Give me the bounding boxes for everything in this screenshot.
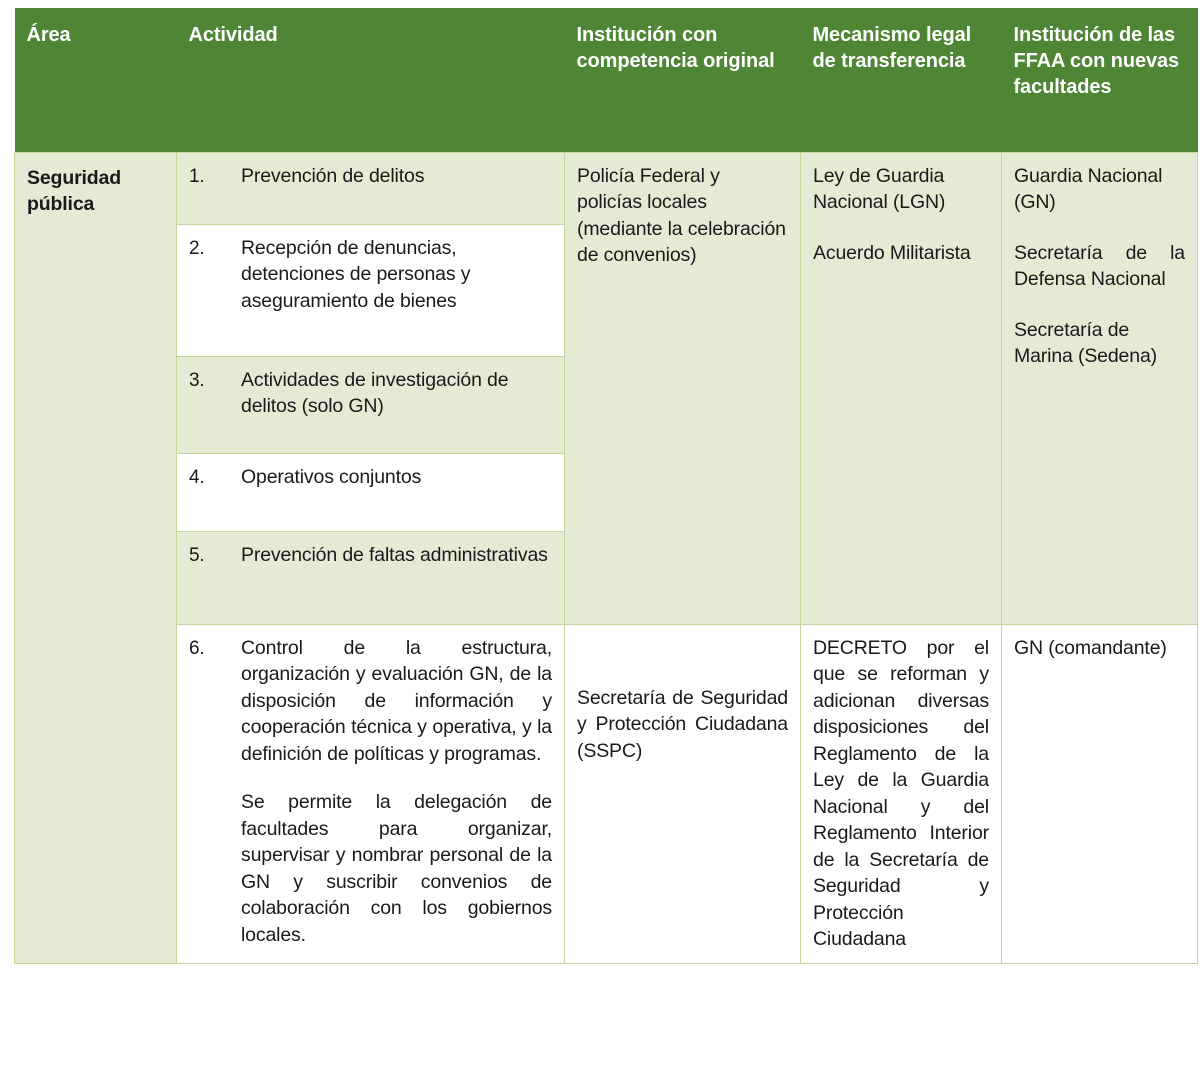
- activity-number: 1.: [189, 165, 205, 187]
- activity-text: Operativos conjuntos: [241, 465, 422, 488]
- activity-cell-4: [177, 453, 565, 531]
- institucion-ffaa-item: Guardia Nacional (GN): [1014, 164, 1163, 214]
- table-row: [15, 152, 1198, 224]
- activity-cell-2: [177, 224, 565, 356]
- activity-paragraph: Se permite la delegación de facultades para organizar, supervisar y nombrar personal de la GN y suscribir convenios de colaboración con los gobiernos locales.: [241, 791, 552, 946]
- institucion-ffaa-item: Secretaría de la Defensa Nacional: [1014, 241, 1185, 291]
- activity-text: Prevención de delitos: [241, 164, 425, 187]
- table-header: [15, 8, 1198, 152]
- table-body: [15, 152, 1198, 963]
- activity-number: 5.: [189, 544, 205, 566]
- mecanismo-legal-cell-1: [801, 152, 1002, 624]
- table-row: [15, 624, 1198, 963]
- column-header-actividad: Actividad: [177, 8, 565, 152]
- mecanismo-legal-item: Acuerdo Militarista: [813, 241, 971, 264]
- institucion-original-cell-1: Policía Federal y policías locales (mediante la celebración de convenios): [565, 152, 801, 624]
- activity-cell-5: [177, 531, 565, 624]
- mecanismo-legal-item: Ley de Guardia Nacional (LGN): [813, 164, 946, 214]
- activity-text: [241, 635, 552, 949]
- institucion-original-cell-2: Secretaría de Seguridad y Protección Ciudadana (SSPC): [565, 624, 801, 963]
- area-label-seguridad-publica: Seguridad pública: [15, 152, 177, 963]
- activity-number: 4.: [189, 466, 205, 488]
- activity-text: Recepción de denuncias, detenciones de personas y aseguramiento de bienes: [241, 236, 471, 312]
- activity-cell-3: [177, 356, 565, 453]
- activity-text: Prevención de faltas administrativas: [241, 543, 548, 566]
- activity-paragraph: Control de la estructura, organización y evaluación GN, de la disposición de información y cooperación técnica y operativa, y la definición de políticas y programas.: [241, 636, 552, 765]
- activity-text: Actividades de investigación de delitos (solo GN): [241, 368, 509, 418]
- facultades-table: [14, 8, 1198, 964]
- institucion-ffaa-cell-2: GN (comandante): [1002, 624, 1198, 963]
- column-header-area: Área: [15, 8, 177, 152]
- column-header-institucion-original: Institución con competencia original: [565, 8, 801, 152]
- column-header-institucion-ffaa: Institución de las FFAA con nuevas facultades: [1002, 8, 1198, 152]
- institucion-ffaa-cell-1: [1002, 152, 1198, 624]
- facultades-table-container: [0, 8, 1200, 1085]
- activity-cell-1: [177, 152, 565, 224]
- column-header-mecanismo-legal: Mecanismo legal de transferencia: [801, 8, 1002, 152]
- activity-number: 6.: [189, 637, 205, 659]
- mecanismo-legal-cell-2: DECRETO por el que se reforman y adicionan diversas disposiciones del Reglamento de la Ley de la Guardia Nacional y del Reglamento Interior de la Secretaría de Seguridad y Protección Ciudadana: [801, 624, 1002, 963]
- activity-cell-6: [177, 624, 565, 963]
- activity-number: 3.: [189, 369, 205, 391]
- header-row: [15, 8, 1198, 152]
- institucion-ffaa-item: Secretaría de Marina (Sedena): [1014, 318, 1157, 368]
- activity-number: 2.: [189, 237, 205, 259]
